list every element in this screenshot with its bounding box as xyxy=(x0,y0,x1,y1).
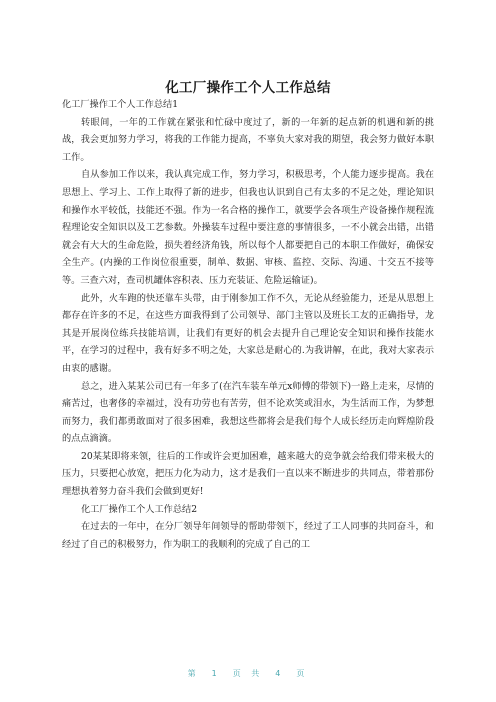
paragraph-5: 20某某即将来领，往后的工作或许会更加困难，越来越大的竞争就会给我们带来极大的压力，只要把心放宽，把压力化为动力，这才是我们一直以来不断进步的共同点，带着那份理想执着努力奋斗我们会做到更好! xyxy=(62,450,434,498)
page-number-label: 第 1 页 共 4 页 xyxy=(187,669,309,678)
paragraph-2: 自从参加工作以来，我认真完成工作，努力学习，积极思考，个人能力逐步提高。我在思想上、学习上、工作上取得了新的进步，但我也认识到自己有太多的不足之处，理论知识和操作水平较低，技能还不强。作为一名合格的操作工，就要学会各项生产设备操作规程流程理论安全知识以及工艺参数。外操装车过程中要注意的事情很多，一不小就会出错，出错就会有大大的生命危险，损失着经济角钱，所以每个人都要把自己的本职工作做好，确保安全生产。(内操的工作岗位很重要，制单、数据、审核、监控、交际、沟通、十交五不接等等。三查六对，查司机罐体容积表、压力充装证、危险运输证)。 xyxy=(62,169,434,286)
document-title: 化工厂操作工个人工作总结 xyxy=(165,80,331,96)
section-heading-2: 化工厂操作工个人工作总结2 xyxy=(81,503,198,515)
document-body xyxy=(62,96,434,553)
paragraph-6: 在过去的一年中，在分厂领导年间领导的帮助带领下，经过了工人同事的共同奋斗，和经过了自己的积极努力，作为职工的我顺利的完成了自己的工 xyxy=(62,521,434,550)
paragraph-4: 总之，进入某某公司已有一年多了(在汽车装车单元x师傅的带领下)一路上走来，尽情的痛苦过，也奢侈的幸福过，没有功劳也有苦劳，但不论欢笑或泪水，为生活而工作，为梦想而努力，我们都勇敢面对了很多困难，我想这些都将会是我们每个人成长经历走向辉煌阶段的点点滴滴。 xyxy=(62,380,434,445)
paragraph-3: 此外，火车跑的快还靠车头带，由于刚参加工作不久，无论从经验能力，还是从思想上都存在许多的不足，在这些方面我得到了公司领导、部门主管以及班长工友的正确指导，龙其是开展岗位练兵技能培训，让我们有更好的机会去提升自己理论安全知识和操作技能水平，在学习的过程中，我有好多不明之处，大家总是耐心的.为我讲解，在此，我对大家表示由衷的感谢。 xyxy=(62,292,434,374)
section-heading-1: 化工厂操作工个人工作总结1 xyxy=(62,99,179,110)
page-footer xyxy=(0,668,496,679)
paragraph-1: 转眼间，一年的工作就在紧张和忙碌中度过了，新的一年新的起点新的机遇和新的挑战，我会更加努力学习，将我的工作能力提高，不辜负大家对我的期望，我会努力做好本职工作。 xyxy=(62,116,434,163)
